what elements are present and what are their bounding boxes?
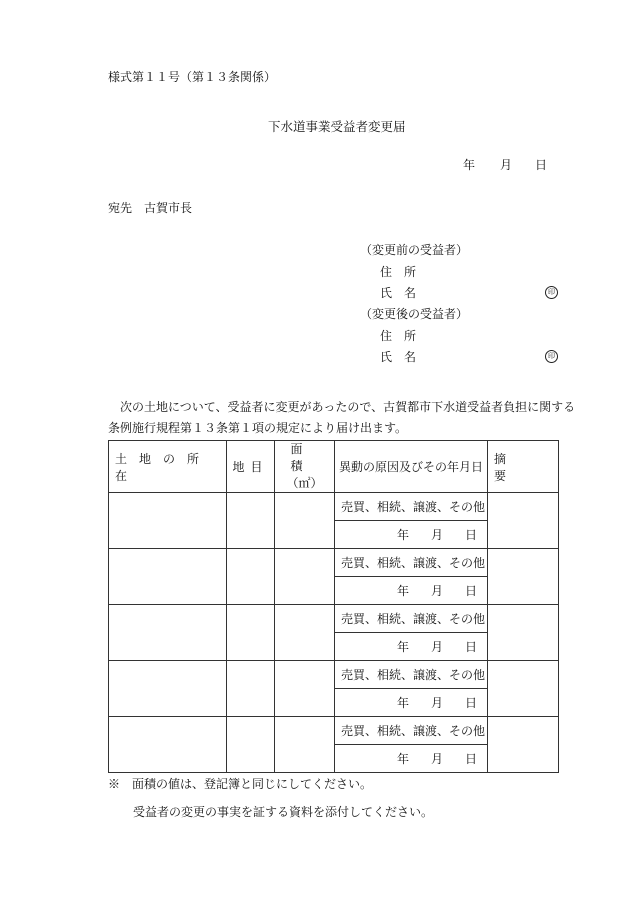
cell-date-day: 日 — [464, 752, 477, 766]
table-header-row — [109, 441, 559, 493]
cell-date-day: 日 — [464, 528, 477, 542]
date-year: 年 — [463, 158, 476, 172]
cell-area[interactable] — [275, 549, 335, 605]
cell-area[interactable] — [275, 605, 335, 661]
before-address-label: 住 所 — [380, 265, 417, 279]
after-seal-mark: 印 — [545, 350, 558, 363]
header-location: 土地の所在 — [109, 441, 227, 493]
header-chimoku: 地目 — [227, 441, 275, 493]
table-row — [109, 493, 559, 521]
cell-location[interactable] — [109, 717, 227, 773]
cell-date[interactable] — [335, 745, 488, 773]
header-area — [275, 441, 335, 493]
addressee: 宛先 古賀市長 — [108, 201, 193, 215]
cell-area[interactable] — [275, 661, 335, 717]
form-number: 様式第１１号（第１３条関係） — [108, 70, 277, 84]
cell-remarks[interactable] — [488, 605, 559, 661]
cell-reason: 売買、相続、譲渡、その他 — [335, 661, 488, 689]
cell-date-day: 日 — [464, 696, 477, 710]
header-area-unit: （㎡） — [286, 476, 323, 490]
cell-chimoku[interactable] — [227, 549, 275, 605]
cell-date-year: 年 — [396, 752, 409, 766]
cell-date[interactable] — [335, 521, 488, 549]
table-row — [109, 661, 559, 689]
before-name-label: 氏 名 — [380, 286, 417, 300]
header-cause: 異動の原因及びその年月日 — [335, 441, 488, 493]
cell-chimoku[interactable] — [227, 717, 275, 773]
cell-date-month: 月 — [430, 752, 443, 766]
cell-location[interactable] — [109, 493, 227, 549]
table-row — [109, 717, 559, 745]
before-seal-mark: 印 — [545, 286, 558, 299]
cell-date-month: 月 — [430, 696, 443, 710]
cell-date-day: 日 — [464, 640, 477, 654]
cell-remarks[interactable] — [488, 549, 559, 605]
cell-reason: 売買、相続、譲渡、その他 — [335, 493, 488, 521]
page-title: 下水道事業受益者変更届 — [268, 119, 406, 134]
note-area: ※ 面積の値は、登記簿と同じにしてください。 — [108, 777, 373, 791]
cell-location[interactable] — [109, 605, 227, 661]
after-name-label: 氏 名 — [380, 350, 417, 364]
cell-date-year: 年 — [396, 528, 409, 542]
table-row — [109, 605, 559, 633]
cell-area[interactable] — [275, 717, 335, 773]
cell-remarks[interactable] — [488, 493, 559, 549]
cell-chimoku[interactable] — [227, 493, 275, 549]
header-remarks: 摘要 — [488, 441, 559, 493]
cell-reason: 売買、相続、譲渡、その他 — [335, 549, 488, 577]
table-row — [109, 549, 559, 577]
date-day: 日 — [535, 158, 548, 172]
cell-date-day: 日 — [464, 584, 477, 598]
after-heading: （変更後の受益者） — [360, 307, 469, 321]
cell-reason: 売買、相続、譲渡、その他 — [335, 605, 488, 633]
before-heading: （変更前の受益者） — [360, 243, 469, 257]
cell-reason: 売買、相続、譲渡、その他 — [335, 717, 488, 745]
cell-date[interactable] — [335, 633, 488, 661]
note-attachment: 受益者の変更の事実を証する資料を添付してください。 — [133, 805, 434, 819]
cell-date-year: 年 — [396, 584, 409, 598]
cell-date-month: 月 — [430, 640, 443, 654]
cell-remarks[interactable] — [488, 717, 559, 773]
cell-date-year: 年 — [396, 696, 409, 710]
after-address-label: 住 所 — [380, 329, 417, 343]
cell-date[interactable] — [335, 689, 488, 717]
cell-remarks[interactable] — [488, 661, 559, 717]
cell-date-month: 月 — [430, 584, 443, 598]
cell-chimoku[interactable] — [227, 605, 275, 661]
cell-date-year: 年 — [396, 640, 409, 654]
cell-location[interactable] — [109, 661, 227, 717]
date-month: 月 — [500, 158, 513, 172]
land-table — [108, 440, 559, 773]
header-area-label: 面積 — [290, 442, 327, 473]
cell-area[interactable] — [275, 493, 335, 549]
body-text-line1: 次の土地について、受益者に変更があったので、古賀都市下水道受益者負担に関する — [120, 400, 576, 414]
cell-chimoku[interactable] — [227, 661, 275, 717]
cell-date-month: 月 — [430, 528, 443, 542]
cell-date[interactable] — [335, 577, 488, 605]
cell-location[interactable] — [109, 549, 227, 605]
body-text-line2: 条例施行規程第１３条第１項の規定により届け出ます。 — [108, 421, 408, 435]
